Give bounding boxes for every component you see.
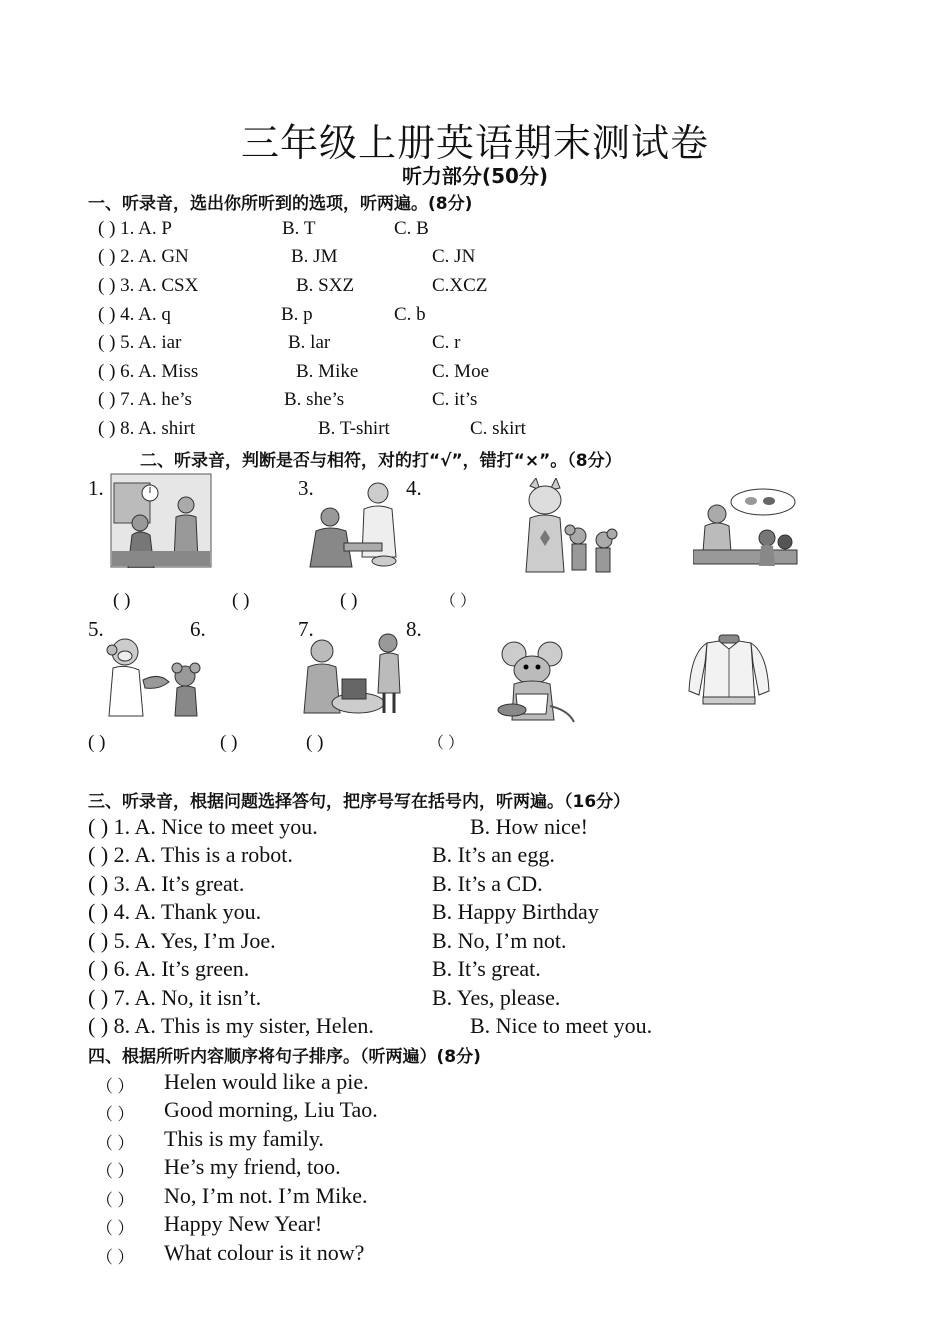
q1-2-b: B. JM (291, 246, 338, 267)
q4-paren-5[interactable]: （ ） (96, 1191, 135, 1210)
q1-8-c: C. skirt (470, 418, 526, 439)
pic-number-4: 4. (406, 476, 422, 500)
answer-paren-6[interactable]: ( ) (220, 732, 238, 753)
grandma-grandpa-picture (302, 477, 400, 569)
q3-8-a: ( ) 8. A. This is my sister, Helen. (88, 1013, 374, 1038)
q1-4-b: B. p (281, 304, 313, 325)
q4-paren-6[interactable]: （ ） (96, 1219, 135, 1238)
q4-sentence-2: Good morning, Liu Tao. (164, 1097, 378, 1122)
q1-4-c: C. b (394, 304, 426, 325)
q1-6-b: B. Mike (296, 361, 359, 382)
q1-3-a: ( ) 3. A. CSX (98, 275, 199, 296)
answer-paren-4[interactable]: （ ） (440, 593, 477, 610)
monkey-and-mouse-picture (103, 636, 209, 718)
q1-2-c: C. JN (432, 246, 476, 267)
q3-7-b: B. Yes, please. (432, 985, 561, 1010)
q4-sentence-4: He’s my friend, too. (164, 1154, 341, 1179)
q1-5-a: ( ) 5. A. iar (98, 332, 182, 353)
pic-number-8: 8. (406, 617, 422, 641)
q4-sentence-1: Helen would like a pie. (164, 1069, 369, 1094)
q1-7-c: C. it’s (432, 389, 478, 410)
q4-paren-4[interactable]: （ ） (96, 1162, 135, 1181)
q3-6-a: ( ) 6. A. It’s green. (88, 956, 250, 981)
q1-1-b: B. T (282, 218, 316, 239)
jacket-picture (685, 633, 773, 709)
q1-7-a: ( ) 7. A. he’s (98, 389, 192, 410)
q4-paren-1[interactable]: （ ） (96, 1077, 135, 1096)
q3-3-a: ( ) 3. A. It’s great. (88, 871, 245, 896)
pic-number-6: 6. (190, 617, 206, 641)
q4-paren-3[interactable]: （ ） (96, 1134, 135, 1153)
cat-and-mice-picture (512, 478, 618, 574)
classroom-picture (110, 473, 212, 568)
q1-7-b: B. she’s (284, 389, 345, 410)
q3-6-b: B. It’s great. (432, 956, 541, 981)
q4-sentence-5: No, I’m not. I’m Mike. (164, 1183, 368, 1208)
q4-sentence-3: This is my family. (164, 1126, 324, 1151)
answer-paren-1[interactable]: ( ) (113, 590, 131, 611)
answer-paren-8[interactable]: （ ） (428, 735, 465, 752)
pic-number-1: 1. (88, 476, 104, 500)
q1-6-a: ( ) 6. A. Miss (98, 361, 199, 382)
section3-heading: 三、听录音，根据问题选择答句，把序号写在括号内，听两遍。（16分） (88, 792, 631, 812)
q3-5-b: B. No, I’m not. (432, 928, 567, 953)
q3-3-b: B. It’s a CD. (432, 871, 543, 896)
mouse-picture (484, 640, 578, 726)
q1-3-b: B. SXZ (296, 275, 355, 296)
food-shop-picture (693, 488, 799, 572)
q3-4-b: B. Happy Birthday (432, 899, 599, 924)
q3-8-b: B. Nice to meet you. (470, 1013, 653, 1038)
q1-8-b: B. T-shirt (318, 418, 390, 439)
q4-sentence-6: Happy New Year! (164, 1211, 323, 1236)
page-subtitle: 听力部分(50分) (401, 164, 549, 188)
q4-sentence-7: What colour is it now? (164, 1240, 365, 1265)
q3-5-a: ( ) 5. A. Yes, I’m Joe. (88, 928, 276, 953)
q1-6-c: C. Moe (432, 361, 489, 382)
q3-7-a: ( ) 7. A. No, it isn’t. (88, 985, 262, 1010)
q1-1-c: C. B (394, 218, 429, 239)
answer-paren-2[interactable]: ( ) (232, 590, 250, 611)
q3-2-b: B. It’s an egg. (432, 842, 555, 867)
q1-4-a: ( ) 4. A. q (98, 304, 171, 325)
q3-2-a: ( ) 2. A. This is a robot. (88, 842, 293, 867)
q3-1-b: B. How nice! (470, 814, 588, 839)
answer-paren-3[interactable]: ( ) (340, 590, 358, 611)
q1-2-a: ( ) 2. A. GN (98, 246, 189, 267)
q1-5-c: C. r (432, 332, 461, 353)
q4-paren-7[interactable]: （ ） (96, 1248, 135, 1267)
pic-number-7: 7. (298, 617, 314, 641)
pic-number-5: 5. (88, 617, 104, 641)
answer-paren-7[interactable]: ( ) (306, 732, 324, 753)
section1-heading: 一、听录音，选出你所听到的选项，听两遍。(8分) (88, 194, 473, 214)
section2-heading: 二、听录音，判断是否与相符，对的打“√”，错打“×”。（8分） (140, 451, 622, 471)
q3-4-a: ( ) 4. A. Thank you. (88, 899, 262, 924)
q1-8-a: ( ) 8. A. shirt (98, 418, 196, 439)
section4-heading: 四、根据所听内容顺序将句子排序。（听两遍）(8分) (88, 1047, 481, 1067)
q3-1-a: ( ) 1. A. Nice to meet you. (88, 814, 318, 839)
q1-3-c: C.XCZ (432, 275, 488, 296)
q4-paren-2[interactable]: （ ） (96, 1105, 135, 1124)
family-at-table-picture (302, 633, 404, 715)
q1-1-a: ( ) 1. A. P (98, 218, 172, 239)
pic-number-3: 3. (298, 476, 314, 500)
page-title: 三年级上册英语期末测试卷 (240, 121, 709, 165)
answer-paren-5[interactable]: ( ) (88, 732, 106, 753)
q1-5-b: B. lar (288, 332, 331, 353)
